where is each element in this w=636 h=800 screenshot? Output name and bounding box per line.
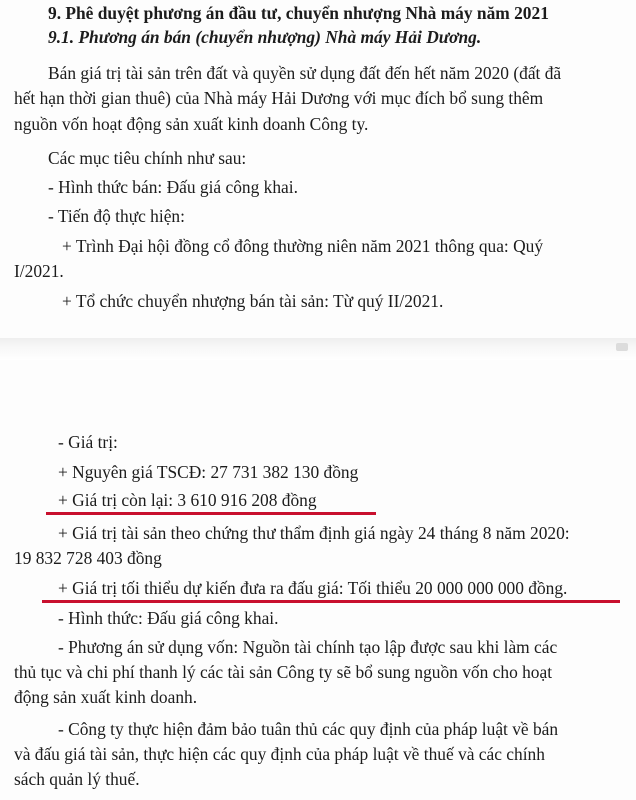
auction-form: - Hình thức: Đấu giá công khai. [58, 608, 279, 628]
paragraph-line: Bán giá trị tài sản trên đất và quyền sử dụng đất đến hết năm 2020 (đất đã [48, 63, 562, 83]
highlight-underline [42, 600, 620, 603]
form-of-sale: - Hình thức bán: Đấu giá công khai. [48, 177, 298, 197]
goals-intro: Các mục tiêu chính như sau: [48, 148, 247, 168]
document-page-top [0, 0, 636, 338]
page-gap [0, 338, 636, 360]
highlight-underline [46, 512, 376, 515]
progress-label: - Tiến độ thực hiện: [48, 206, 185, 226]
value-label: - Giá trị: [58, 432, 118, 452]
compliance-cont: và đấu giá tài sản, thực hiện các quy định của pháp luật về thuế và các chính [14, 744, 545, 764]
appraisal-value-cont: 19 832 728 403 đồng [14, 548, 162, 568]
appraisal-value: + Giá trị tài sản theo chứng thư thẩm định giá ngày 24 tháng 8 năm 2020: [58, 523, 570, 543]
progress-item: + Tổ chức chuyển nhượng bán tài sản: Từ quý II/2021. [62, 291, 444, 311]
original-cost: + Nguyên giá TSCĐ: 27 731 382 130 đồng [58, 462, 359, 482]
capital-plan-cont: động sản xuất kinh doanh. [14, 687, 198, 707]
paragraph-line: nguồn vốn hoạt động sản xuất kinh doanh Công ty. [14, 114, 369, 134]
capital-plan: - Phương án sử dụng vốn: Nguồn tài chính tạo lập được sau khi làm các [58, 637, 558, 657]
compliance-cont: sách quản lý thuế. [14, 769, 140, 789]
remaining-value: + Giá trị còn lại: 3 610 916 208 đồng [58, 490, 317, 510]
page-gap-marker [616, 343, 628, 351]
section-heading: 9. Phê duyệt phương án đầu tư, chuyển nhượng Nhà máy năm 2021 [48, 3, 549, 23]
section-subheading: 9.1. Phương án bán (chuyển nhượng) Nhà máy Hải Dương. [48, 27, 482, 47]
compliance: - Công ty thực hiện đảm bảo tuân thủ các quy định của pháp luật về bán [58, 719, 559, 739]
progress-item-cont: I/2021. [14, 261, 64, 281]
minimum-auction-value: + Giá trị tối thiểu dự kiến đưa ra đấu giá: Tối thiểu 20 000 000 000 đồng. [58, 578, 568, 598]
paragraph-line: hết hạn thời gian thuê) của Nhà máy Hải Dương với mục đích bổ sung thêm [14, 88, 544, 108]
capital-plan-cont: thủ tục và chi phí thanh lý các tài sản Công ty sẽ bổ sung nguồn vốn cho hoạt [14, 662, 553, 682]
progress-item: + Trình Đại hội đồng cổ đông thường niên năm 2021 thông qua: Quý [62, 236, 544, 256]
